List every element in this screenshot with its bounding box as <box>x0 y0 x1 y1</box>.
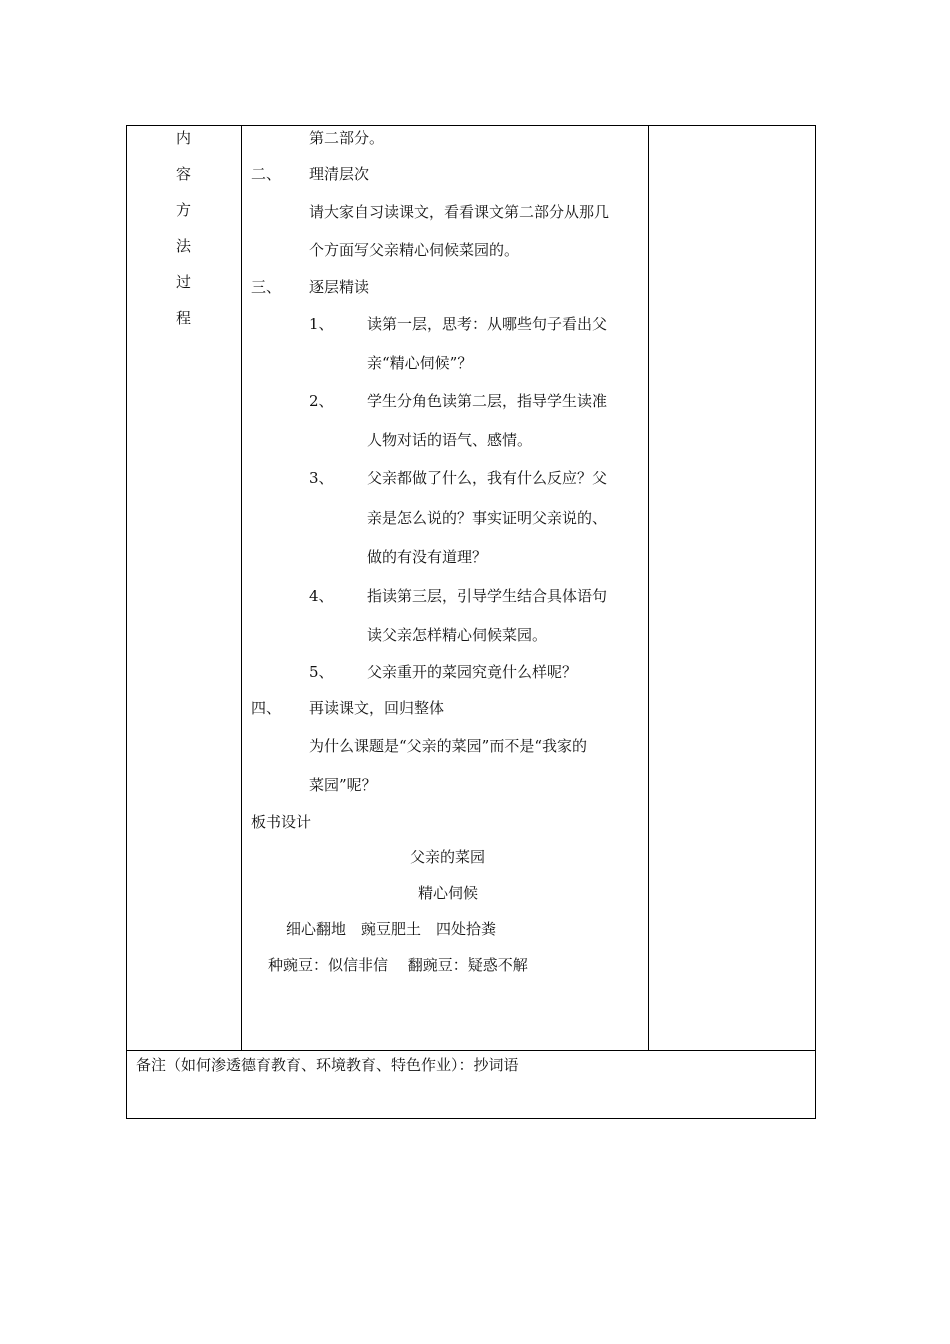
list-marker: 2、 <box>309 392 334 410</box>
section-marker: 三、 <box>251 278 282 296</box>
notes-text: 备注（如何渗透德育教育、环境教育、特色作业）：抄词语 <box>136 1056 519 1074</box>
list-item-continuation: 亲“精心伺候”？ <box>367 354 473 372</box>
list-item-continuation: 做的有没有道理？ <box>367 548 488 566</box>
table-top-border <box>126 125 816 126</box>
content-line: 菜园”呢？ <box>309 776 377 794</box>
list-item: 父亲都做了什么，我有什么反应？父 <box>367 469 608 487</box>
list-marker: 4、 <box>309 587 334 605</box>
left-label-char: 容 <box>176 165 192 183</box>
board-title: 父亲的菜园 <box>410 848 486 866</box>
board-design-heading: 板书设计 <box>251 813 312 831</box>
left-label-char: 过 <box>176 273 192 291</box>
left-label-char: 内 <box>176 129 192 147</box>
label-column-border <box>241 125 242 1051</box>
content-line: 请大家自习读课文，看看课文第二部分从那几 <box>309 203 610 221</box>
section-heading: 逐层精读 <box>309 278 370 296</box>
left-label-char: 程 <box>176 309 192 327</box>
list-item: 父亲重开的菜园究竟什么样呢？ <box>367 663 578 681</box>
section-heading: 再读课文，回归整体 <box>309 699 445 717</box>
table-right-border <box>815 125 816 1119</box>
table-left-border <box>126 125 127 1119</box>
list-item: 指读第三层，引导学生结合具体语句 <box>367 587 608 605</box>
list-item: 学生分角色读第二层，指导学生读准 <box>367 392 608 410</box>
list-item-continuation: 读父亲怎样精心伺候菜园。 <box>367 626 548 644</box>
list-marker: 5、 <box>309 663 334 681</box>
list-item-continuation: 亲是怎么说的？事实证明父亲说的、 <box>367 509 608 527</box>
content-line: 第二部分。 <box>309 129 385 147</box>
table-bottom-border <box>126 1118 816 1119</box>
section-heading: 理清层次 <box>309 165 370 183</box>
left-label-char: 法 <box>176 237 192 255</box>
section-marker: 四、 <box>251 699 282 717</box>
board-subtitle: 精心伺候 <box>418 884 479 902</box>
section-marker: 二、 <box>251 165 282 183</box>
list-marker: 3、 <box>309 469 334 487</box>
left-label-char: 方 <box>176 201 192 219</box>
content-column-border <box>648 125 649 1051</box>
list-item: 读第一层，思考：从哪些句子看出父 <box>367 315 608 333</box>
content-line: 个方面写父亲精心伺候菜园的。 <box>309 241 520 259</box>
content-line: 为什么课题是“父亲的菜园”而不是“我家的 <box>309 737 588 755</box>
table-divider-border <box>126 1050 816 1051</box>
board-row: 种豌豆：似信非信 翻豌豆：疑惑不解 <box>268 956 528 974</box>
list-item-continuation: 人物对话的语气、感情。 <box>367 431 533 449</box>
board-row: 细心翻地 豌豆肥土 四处拾粪 <box>286 920 497 938</box>
list-marker: 1、 <box>309 315 334 333</box>
